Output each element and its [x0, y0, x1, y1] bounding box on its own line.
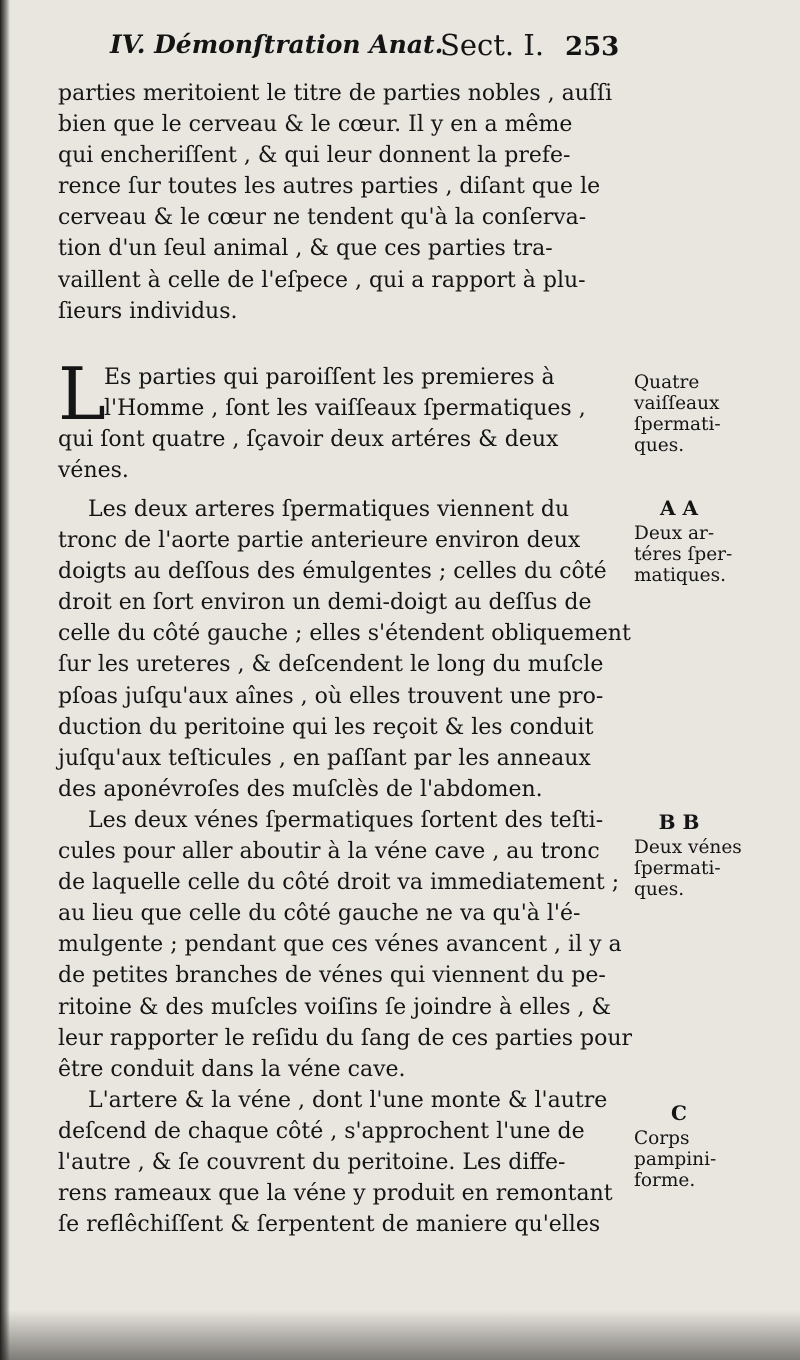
text-line: rence ſur toutes les autres parties , diſant que le — [58, 174, 601, 200]
text-line: des aponévroſes des muſclès de l'abdomen. — [58, 776, 543, 802]
margin-note — [634, 1103, 774, 1191]
margin-note-line: vaiſſeaux — [634, 393, 720, 414]
text-line: parties meritoient le titre de parties nobles , auſſi — [58, 81, 613, 106]
paragraph — [58, 1085, 630, 1240]
text-line: pſoas juſqu'aux aînes , où elles trouvent une pro- — [58, 683, 604, 709]
margin-note — [634, 498, 774, 586]
margin-note-key: A A — [660, 496, 698, 520]
margin-note-line: téres ſper- — [634, 544, 733, 565]
paragraph — [58, 78, 630, 327]
text-line: au lieu que celle du côté gauche ne va qu'à l'é- — [58, 901, 581, 927]
page-number: 253 — [565, 32, 620, 62]
text-line: l'autre , & ſe couvrent du peritoine. Les diffe- — [58, 1150, 566, 1176]
text-line: Es parties qui paroiſſent les premieres à — [104, 365, 555, 390]
margin-note-line: Deux ar- — [634, 523, 715, 544]
drop-cap-initial: L — [58, 352, 106, 436]
margin-note-line: forme. — [634, 1170, 696, 1191]
margin-note — [634, 812, 774, 900]
text-line: cules pour aller aboutir à la véne cave , au tronc — [58, 839, 600, 865]
text-line: vaillent à celle de l'eſpece , qui a rapport à plu- — [58, 267, 586, 293]
text-line: cerveau & le cœur ne tendent qu'à la conſerva- — [58, 205, 587, 231]
margin-note-line: Corps — [634, 1128, 690, 1149]
margin-note-key: B B — [658, 810, 700, 834]
margin-note-line: ſpermati- — [634, 858, 721, 879]
running-title: IV. Démonſtration Anat. — [110, 30, 444, 59]
paragraph — [58, 352, 630, 486]
text-line: celle du côté gauche ; elles s'étendent obliquement — [58, 621, 631, 647]
text-line: être conduit dans la véne cave. — [58, 1056, 406, 1082]
text-line: ſieurs individus. — [58, 298, 238, 324]
paragraph — [58, 494, 630, 805]
text-line: deſcend de chaque côté , s'approchent l'une de — [58, 1119, 585, 1145]
text-line: qui ſont quatre , ſçavoir deux artéres & deux — [58, 427, 559, 453]
margin-note-line: ques. — [634, 435, 685, 456]
text-line: qui encheriſſent , & qui leur donnent la prefe- — [58, 143, 571, 169]
text-line: ſur les ureteres , & deſcendent le long du muſcle — [58, 652, 604, 678]
margin-note-line: Deux vénes — [634, 837, 742, 858]
text-line: Les deux arteres ſpermatiques viennent du — [88, 497, 570, 522]
text-line: bien que le cerveau & le cœur. Il y en a même — [58, 112, 573, 138]
text-line: droit en ſort environ un demi-doigt au deſſus de — [58, 590, 592, 616]
text-line: doigts au deſſous des émulgentes ; celles du côté — [58, 559, 607, 585]
margin-note-line: Quatre — [634, 372, 700, 393]
margin-note-line: ſpermati- — [634, 414, 721, 435]
text-line: leur rapporter le reſidu du ſang de ces parties pour — [58, 1025, 633, 1051]
text-line: Les deux vénes ſpermatiques ſortent des teſti- — [88, 808, 604, 833]
text-line: juſqu'aux teſticules , en paſſant par les anneaux — [58, 745, 591, 771]
section-label: Sect. I. — [440, 28, 545, 62]
page-header — [110, 20, 630, 68]
text-line: tronc de l'aorte partie anterieure environ deux — [58, 528, 581, 554]
text-line: L'artere & la véne , dont l'une monte & l'autre — [88, 1088, 608, 1113]
text-line: de petites branches de vénes qui viennent du pe- — [58, 963, 606, 989]
text-line: l'Homme , ſont les vaiſſeaux ſpermatiques , — [104, 396, 586, 422]
paragraph — [58, 805, 633, 1085]
text-line: vénes. — [58, 458, 129, 484]
margin-note — [634, 372, 774, 456]
text-line: tion d'un ſeul animal , & que ces parties tra- — [58, 236, 553, 262]
margin-note-key: C — [671, 1101, 687, 1125]
text-line: ritoine & des muſcles voiſins ſe joindre à elles , & — [58, 994, 612, 1020]
margin-note-line: ques. — [634, 879, 685, 900]
text-line: de laquelle celle du côté droit va immediatement ; — [58, 870, 620, 896]
text-line: duction du peritoine qui les reçoit & les conduit — [58, 714, 594, 740]
margin-note-line: pampini- — [634, 1149, 717, 1170]
text-line: mulgente ; pendant que ces vénes avancent , il y a — [58, 932, 622, 958]
text-line: ſe reflêchiſſent & ſerpentent de maniere qu'elles — [58, 1212, 601, 1238]
text-line: rens rameaux que la véne y produit en remontant — [58, 1181, 613, 1207]
margin-note-line: matiques. — [634, 565, 727, 586]
